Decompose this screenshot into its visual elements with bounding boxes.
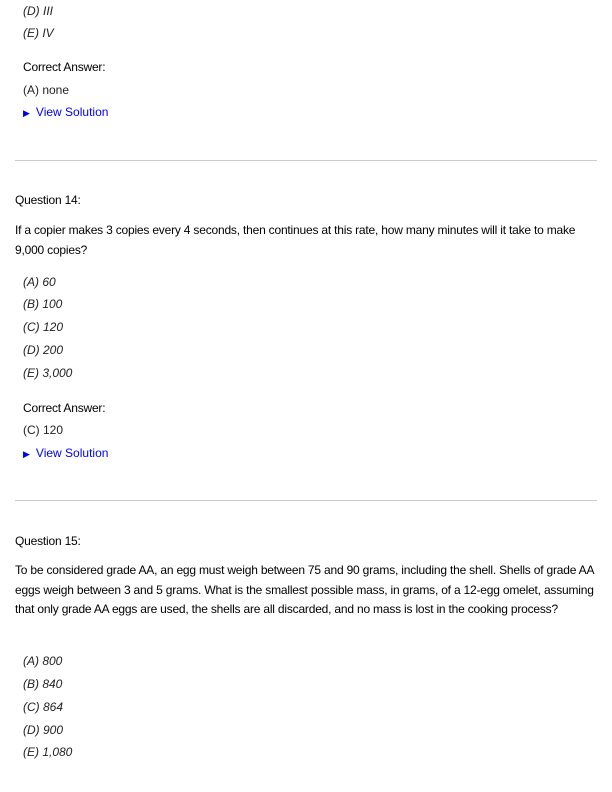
option-e: (E) 1,080 (23, 745, 73, 759)
correct-answer-value: (C) 120 (23, 423, 64, 437)
view-solution-label[interactable]: View Solution (35, 446, 109, 460)
view-solution-link[interactable] (23, 105, 108, 120)
question-heading: Question 15: (15, 534, 81, 548)
option-b: (B) 100 (23, 297, 63, 311)
view-solution-label[interactable]: View Solution (35, 105, 109, 119)
option-b: (B) 840 (23, 677, 63, 691)
option-c: (C) 120 (23, 320, 64, 334)
question-text: To be considered grade AA, an egg must weigh between 75 and 90 grams, including the shell. Shells of grade AA eggs weigh between 3 and 5 grams. What is the smallest possible mass, in grams, of a 12-egg omelet, assuming that only grade AA eggs are used, the shells are all discarded, and no mass is lost in the cooking process? (15, 563, 594, 616)
correct-answer-label: Correct Answer: (23, 60, 106, 74)
option-c: (C) 864 (23, 700, 64, 714)
option-e: (E) IV (23, 26, 54, 40)
triangle-right-icon: ▶ (23, 449, 30, 459)
divider (15, 500, 597, 501)
view-solution-link[interactable] (23, 446, 108, 461)
option-d: (D) 900 (23, 723, 64, 737)
question-heading: Question 14: (15, 193, 81, 207)
question-text: If a copier makes 3 copies every 4 seconds, then continues at this rate, how many minutes will it take to make 9,000 copies? (15, 223, 576, 257)
divider (15, 160, 597, 161)
option-a: (A) 800 (23, 654, 63, 668)
option-d: (D) III (23, 4, 53, 18)
triangle-right-icon: ▶ (23, 108, 30, 118)
option-a: (A) 60 (23, 275, 56, 289)
correct-answer-label: Correct Answer: (23, 401, 106, 415)
option-d: (D) 200 (23, 343, 64, 357)
correct-answer-value: (A) none (23, 83, 70, 97)
option-e: (E) 3,000 (23, 366, 73, 380)
